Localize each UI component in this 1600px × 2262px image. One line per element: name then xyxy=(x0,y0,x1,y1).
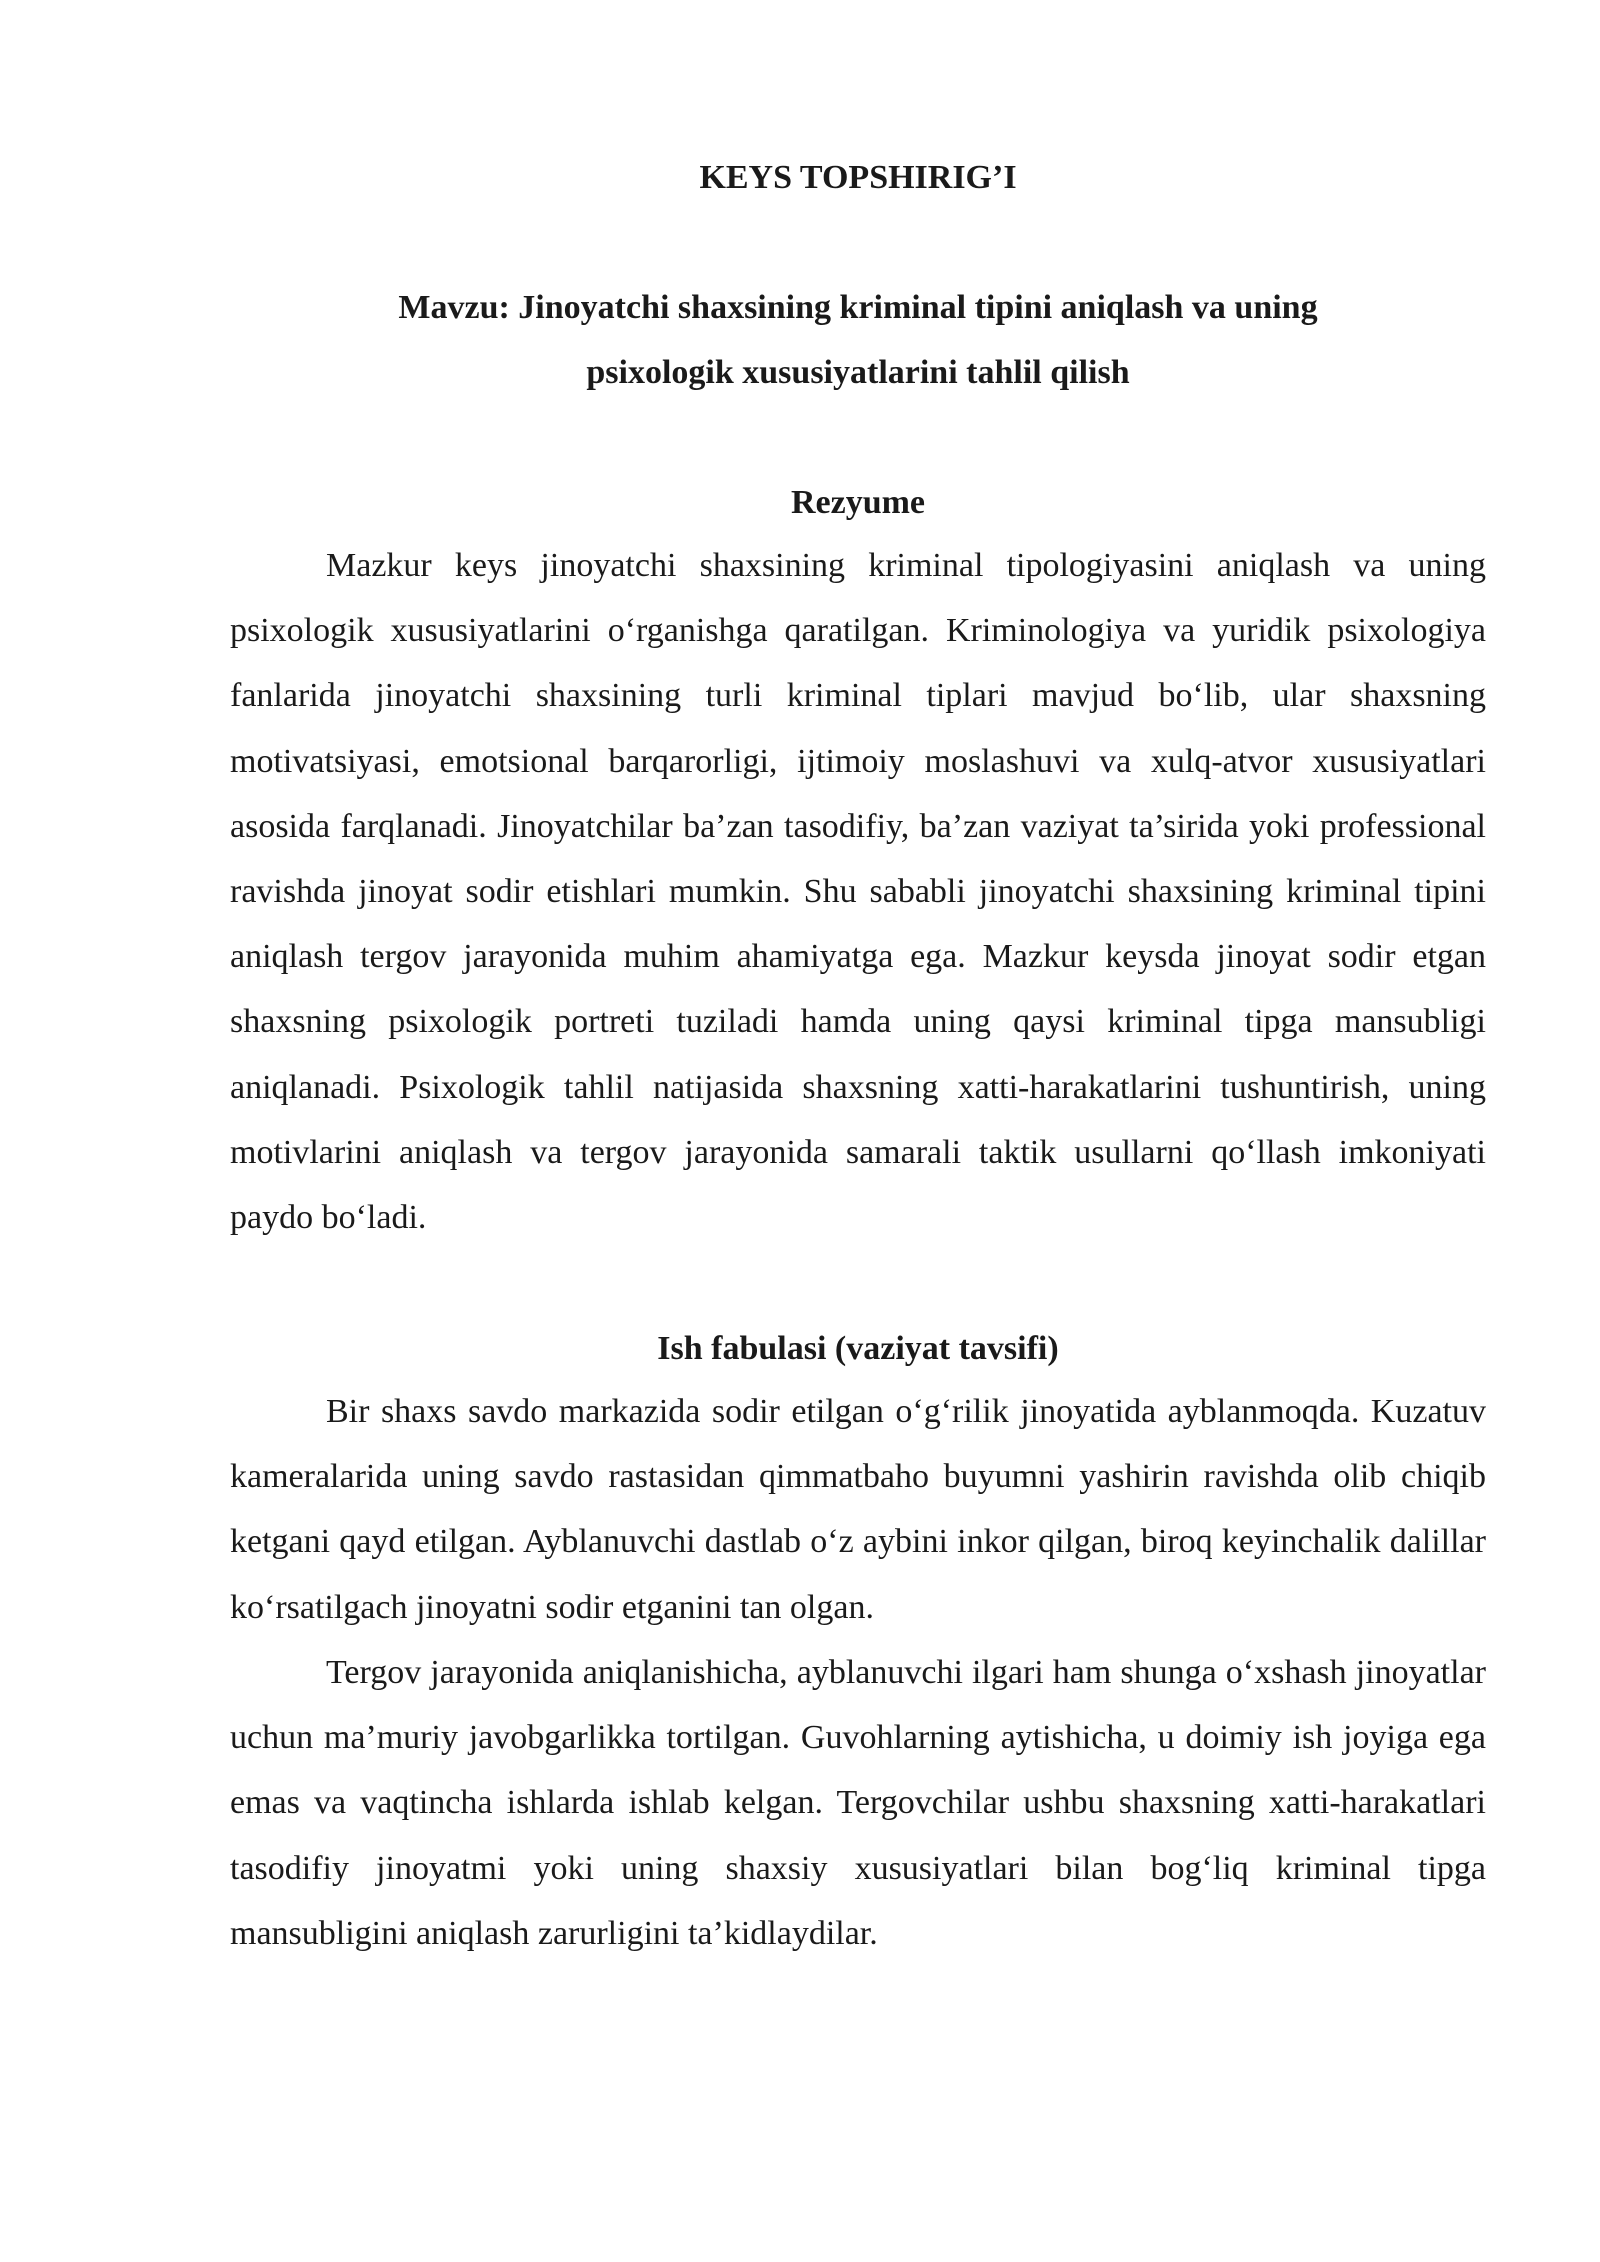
document-title: KEYS TOPSHIRIG’I xyxy=(699,159,1017,196)
case-paragraph-1: Bir shaxs savdo markazida sodir etilgan o‘g‘rilik jinoyatida ayblanmoqda. Kuzatuv kameralarida uning savdo rastasidan qimmatbaho buyumni yashirin ravishda olib chiqib ketgani qayd etilgan. Ayblanuvchi dastlab o‘z aybini inkor qilgan, biroq keyinchalik dalillar ko‘rsatilgach jinoyatni sodir etganini tan olgan. xyxy=(230,1393,1486,1626)
section-heading-summary: Rezyume xyxy=(790,484,926,521)
section-heading-case-fable: Ish fabulasi (vaziyat tavsifi) xyxy=(657,1330,1059,1367)
topic-line-2: psixologik xususiyatlarini tahlil qilish xyxy=(586,354,1130,391)
summary-paragraph: Mazkur keys jinoyatchi shaxsining kriminal tipologiyasini aniqlash va uning psixologik xususiyatlarini o‘rganishga qaratilgan. Kriminologiya va yuridik psixologiya fanlarida jinoyatchi shaxsining turli kriminal tiplari mavjud bo‘lib, ular shaxsning motivatsiyasi, emotsional barqarorligi, ijtimoiy moslashuvi va xulq-atvor xususiyatlari asosida farqlanadi. Jinoyatchilar ba’zan tasodifiy, ba’zan vaziyat ta’sirida yoki professional ravishda jinoyat sodir etishlari mumkin. Shu sababli jinoyatchi shaxsining kriminal tipini aniqlash tergov jarayonida muhim ahamiyatga ega. Mazkur keysda jinoyat sodir etgan shaxsning psixologik portreti tuziladi hamda uning qaysi kriminal tipga mansubligi aniqlanadi. Psixologik tahlil natijasida shaxsning xatti-harakatlarini tushuntirish, uning motivlarini aniqlash va tergov jarayonida samarali taktik usullarni qo‘llash imkoniyati paydo bo‘ladi. xyxy=(230,547,1486,1237)
case-paragraph-2: Tergov jarayonida aniqlanishicha, ayblanuvchi ilgari ham shunga o‘xshash jinoyatlar uchun ma’muriy javobgarlikka tortilgan. Guvohlarning aytishicha, u doimiy ish joyiga ega emas va vaqtincha ishlarda ishlab kelgan. Tergovchilar ushbu shaxsning xatti-harakatlari tasodifiy jinoyatmi yoki uning shaxsiy xususiyatlari bilan bog‘liq kriminal tipga mansubligini aniqlash zarurligini ta’kidlaydilar. xyxy=(230,1654,1486,1952)
topic-line-1: Mavzu: Jinoyatchi shaxsining kriminal tipini aniqlash va uning xyxy=(398,289,1318,326)
topic-block xyxy=(230,275,1486,405)
